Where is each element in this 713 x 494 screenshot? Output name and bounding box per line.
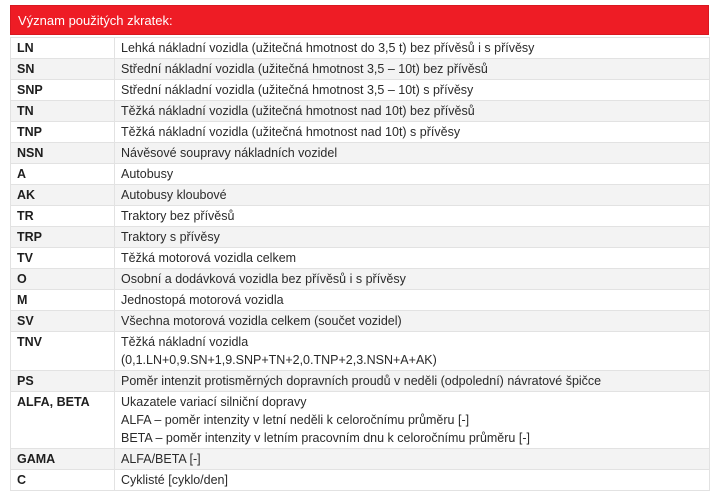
description-line: Těžká nákladní vozidla (užitečná hmotnost nad 10t) bez přívěsů — [121, 104, 475, 118]
description-line: Těžká motorová vozidla celkem — [121, 251, 297, 265]
abbreviation-cell: TNP — [11, 122, 115, 143]
description-line: Těžká nákladní vozidla — [121, 335, 249, 349]
description-line: Střední nákladní vozidla (užitečná hmotnost 3,5 – 10t) bez přívěsů — [121, 62, 488, 76]
description-line: BETA – poměr intenzity v letním pracovním dnu k celoročnímu průměru [-] — [121, 431, 530, 445]
description-cell — [115, 332, 710, 371]
description-cell — [115, 80, 710, 101]
table-row — [11, 470, 710, 491]
abbreviation-cell: M — [11, 290, 115, 311]
description-line: Všechna motorová vozidla celkem (součet vozidel) — [121, 314, 402, 328]
description-cell — [115, 101, 710, 122]
table-row — [11, 248, 710, 269]
description-line: ALFA/BETA [-] — [121, 452, 201, 466]
description-line: Jednostopá motorová vozidla — [121, 293, 284, 307]
description-line: Cyklisté [cyklo/den] — [121, 473, 228, 487]
table-row — [11, 122, 710, 143]
abbreviation-cell: SNP — [11, 80, 115, 101]
table-row — [11, 185, 710, 206]
table-row — [11, 59, 710, 80]
abbreviation-cell: SV — [11, 311, 115, 332]
abbreviation-cell: C — [11, 470, 115, 491]
abbreviation-cell: PS — [11, 371, 115, 392]
description-cell — [115, 248, 710, 269]
description-cell — [115, 290, 710, 311]
table-row — [11, 311, 710, 332]
abbreviation-cell: TNV — [11, 332, 115, 371]
abbreviation-cell: TN — [11, 101, 115, 122]
abbreviation-cell: TRP — [11, 227, 115, 248]
abbreviation-cell: SN — [11, 59, 115, 80]
description-line: ALFA – poměr intenzity v letní neděli k celoročnímu průměru [-] — [121, 413, 470, 427]
description-line: Autobusy kloubové — [121, 188, 227, 202]
table-row — [11, 371, 710, 392]
description-line: Traktory bez přívěsů — [121, 209, 235, 223]
table-row — [11, 206, 710, 227]
description-cell — [115, 470, 710, 491]
description-line: Lehká nákladní vozidla (užitečná hmotnost do 3,5 t) bez přívěsů i s přívěsy — [121, 41, 535, 55]
table-row — [11, 392, 710, 449]
description-cell — [115, 449, 710, 470]
table-row — [11, 332, 710, 371]
description-cell — [115, 227, 710, 248]
description-line: Těžká nákladní vozidla (užitečná hmotnost nad 10t) s přívěsy — [121, 125, 461, 139]
table-row — [11, 143, 710, 164]
abbreviation-cell: TR — [11, 206, 115, 227]
abbreviation-cell: O — [11, 269, 115, 290]
table-row — [11, 164, 710, 185]
abbreviations-table — [10, 37, 710, 491]
description-cell — [115, 143, 710, 164]
abbreviation-cell: GAMA — [11, 449, 115, 470]
table-row — [11, 80, 710, 101]
abbreviation-cell: NSN — [11, 143, 115, 164]
abbreviation-cell: A — [11, 164, 115, 185]
description-line: Střední nákladní vozidla (užitečná hmotnost 3,5 – 10t) s přívěsy — [121, 83, 474, 97]
description-cell — [115, 392, 710, 449]
description-cell — [115, 269, 710, 290]
description-cell — [115, 122, 710, 143]
description-line: Návěsové soupravy nákladních vozidel — [121, 146, 338, 160]
description-cell — [115, 371, 710, 392]
table-row — [11, 101, 710, 122]
table-row — [11, 269, 710, 290]
abbreviations-panel — [10, 5, 709, 491]
table-row — [11, 449, 710, 470]
description-line: (0,1.LN+0,9.SN+1,9.SNP+TN+2,0.TNP+2,3.NSN+A+AK) — [121, 353, 437, 367]
description-line: Traktory s přívěsy — [121, 230, 220, 244]
abbreviation-cell: ALFA, BETA — [11, 392, 115, 449]
abbreviation-cell: AK — [11, 185, 115, 206]
description-cell — [115, 185, 710, 206]
abbreviation-cell: TV — [11, 248, 115, 269]
description-cell — [115, 206, 710, 227]
panel-title: Význam použitých zkratek: — [10, 5, 709, 35]
description-line: Autobusy — [121, 167, 174, 181]
abbreviation-cell: LN — [11, 38, 115, 59]
table-row — [11, 290, 710, 311]
description-cell — [115, 59, 710, 80]
table-row — [11, 227, 710, 248]
table-row — [11, 38, 710, 59]
description-cell — [115, 311, 710, 332]
description-cell — [115, 38, 710, 59]
description-line: Ukazatele variací silniční dopravy — [121, 395, 307, 409]
description-line: Poměr intenzit protisměrných dopravních proudů v neděli (odpolední) návratové špičce — [121, 374, 602, 388]
description-line: Osobní a dodávková vozidla bez přívěsů i s přívěsy — [121, 272, 406, 286]
description-cell — [115, 164, 710, 185]
